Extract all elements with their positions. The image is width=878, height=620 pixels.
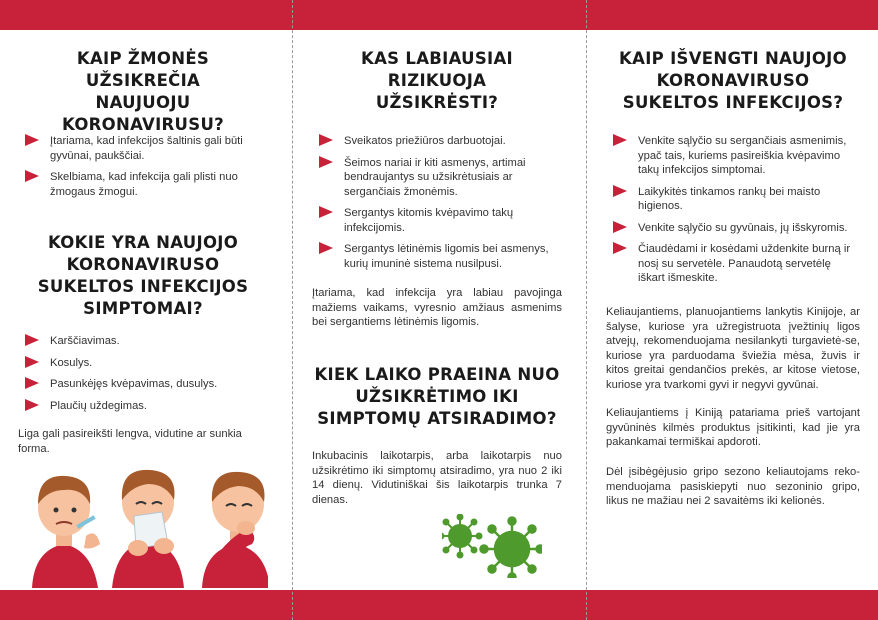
triangle-bullet-icon [613, 242, 627, 254]
heading-risk: KAS LABIAUSIAI RIZIKUOJA UŽSIKRĖSTI? [361, 49, 513, 112]
list-item: Pasunkėjęs kvėpavimas, dusulys. [18, 377, 268, 392]
small-virus-icon [442, 515, 482, 558]
coughing-person-icon [202, 472, 268, 588]
list-item: Skelbiama, kad infekcija gali plisti nuo žmogaus žmogui. [18, 170, 268, 199]
heading-incubation: KIEK LAIKO PRAEINA NUO UŽSIKRĖTIMO IKI SIMPTOMŲ ATSIRADIMO? [314, 365, 560, 428]
virus-illustration [442, 514, 542, 578]
severity-note: Liga gali pasireikšti lengva, vidutine ar sunkia forma. [18, 428, 242, 455]
large-virus-icon [481, 518, 543, 579]
heading-transmission: KAIP ŽMONĖS UŽSIKREČIA NAUJUOJU KORONAVIRUSU? [61, 49, 225, 134]
triangle-bullet-icon [25, 134, 39, 146]
triangle-bullet-icon [25, 399, 39, 411]
triangle-bullet-icon [25, 334, 39, 346]
list-item: Sergantys lėtinėmis ligomis bei asmenys, kurių imuninė sistema nusilpusi. [312, 242, 562, 271]
triangle-bullet-icon [319, 206, 333, 218]
bottom-band [0, 590, 878, 620]
fold-line-1 [292, 0, 293, 620]
travel-paragraph: Keliaujantiems, planuojantiems lankytis Kinijoje, ar šalyse, kuriose yra užregistruota įvežtinių ligos atvejų, rekomenduojama nesilankyti turgavietė-se, kuriose yra parduodama šviežia mėsa, žuvis ir kitos greitai gendančios prekės, ar kitose vietose, kuriose yra tvarkomi gyvi ir negyvi gyvūnai. [606, 306, 860, 391]
incubation-paragraph: Inkubacinis laikotarpis, arba laikotarpis nuo užsikrėtimo iki simptomų atsiradimo, yra nuo 2 iki 14 dienų. Vidutiniškai šis laikotarpis trunka 7 dienas. [312, 450, 562, 506]
fold-line-2 [586, 0, 587, 620]
list-item: Sergantys kitomis kvėpavimo takų infekcijomis. [312, 206, 562, 235]
column-prevention [606, 30, 860, 590]
fever-person-icon [32, 476, 100, 588]
triangle-bullet-icon [25, 356, 39, 368]
sneezing-person-icon [112, 470, 184, 588]
triangle-bullet-icon [613, 134, 627, 146]
triangle-bullet-icon [613, 221, 627, 233]
symptoms-list [18, 334, 268, 420]
list-item: Sveikatos priežiūros darbuotojai. [312, 134, 562, 149]
triangle-bullet-icon [319, 134, 333, 146]
food-paragraph: Keliaujantiems į Kiniją patariama prieš vartojant gyvūninės kilmės produktus įsitikinti, kad jie yra pakankamai termiškai apdoroti. [606, 407, 860, 448]
risk-paragraph: Įtariama, kad infekcija yra labiau pavojinga mažiems vaikams, vyresnio amžiaus asmenims bei sergantiems lėtinėmis ligomis. [312, 287, 562, 328]
heading-prevention: KAIP IŠVENGTI NAUJOJO KORONAVIRUSO SUKELTOS INFEKCIJOS? [619, 49, 847, 112]
list-item: Venkite sąlyčio su gyvūnais, jų išskyromis. [606, 221, 860, 236]
triangle-bullet-icon [319, 156, 333, 168]
list-item: Karščiavimas. [18, 334, 268, 349]
triangle-bullet-icon [319, 242, 333, 254]
flu-paragraph: Dėl įsibėgėjusio gripo sezono keliautojams reko-menduojama pasiskiepyti nuo sezoninio gripo, likus ne mažiau nei 2 savaitėms iki kelionės. [606, 466, 860, 507]
column-risk [312, 30, 562, 590]
prevention-list [606, 134, 860, 293]
triangle-bullet-icon [613, 185, 627, 197]
heading-symptoms: KOKIE YRA NAUJOJO KORONAVIRUSO SUKELTOS INFEKCIJOS SIMPTOMAI? [37, 233, 249, 318]
risk-list [312, 134, 562, 278]
list-item: Šeimos nariai ir kiti asmenys, artimai bendraujantys su užsikrėtusiais ar sergančiais žmonėmis. [312, 156, 562, 200]
list-item: Kosulys. [18, 356, 268, 371]
triangle-bullet-icon [25, 377, 39, 389]
sick-people-illustration [26, 458, 268, 588]
column-transmission [18, 30, 268, 590]
top-band [0, 0, 878, 30]
list-item: Plaučių uždegimas. [18, 399, 268, 414]
list-item: Venkite sąlyčio su sergančiais asmenimis, ypač tais, kuriems pasireiškia kvėpavimo takų infekcijos simptomai. [606, 134, 860, 178]
transmission-list [18, 134, 268, 206]
list-item: Laikykitės tinkamos rankų bei maisto higienos. [606, 185, 860, 214]
triangle-bullet-icon [25, 170, 39, 182]
list-item: Čiaudėdami ir kosėdami uždenkite burną ir nosį su servetėle. Panaudotą servetėlę iškart išmeskite. [606, 242, 860, 286]
list-item: Įtariama, kad infekcijos šaltinis gali būti gyvūnai, paukščiai. [18, 134, 268, 163]
